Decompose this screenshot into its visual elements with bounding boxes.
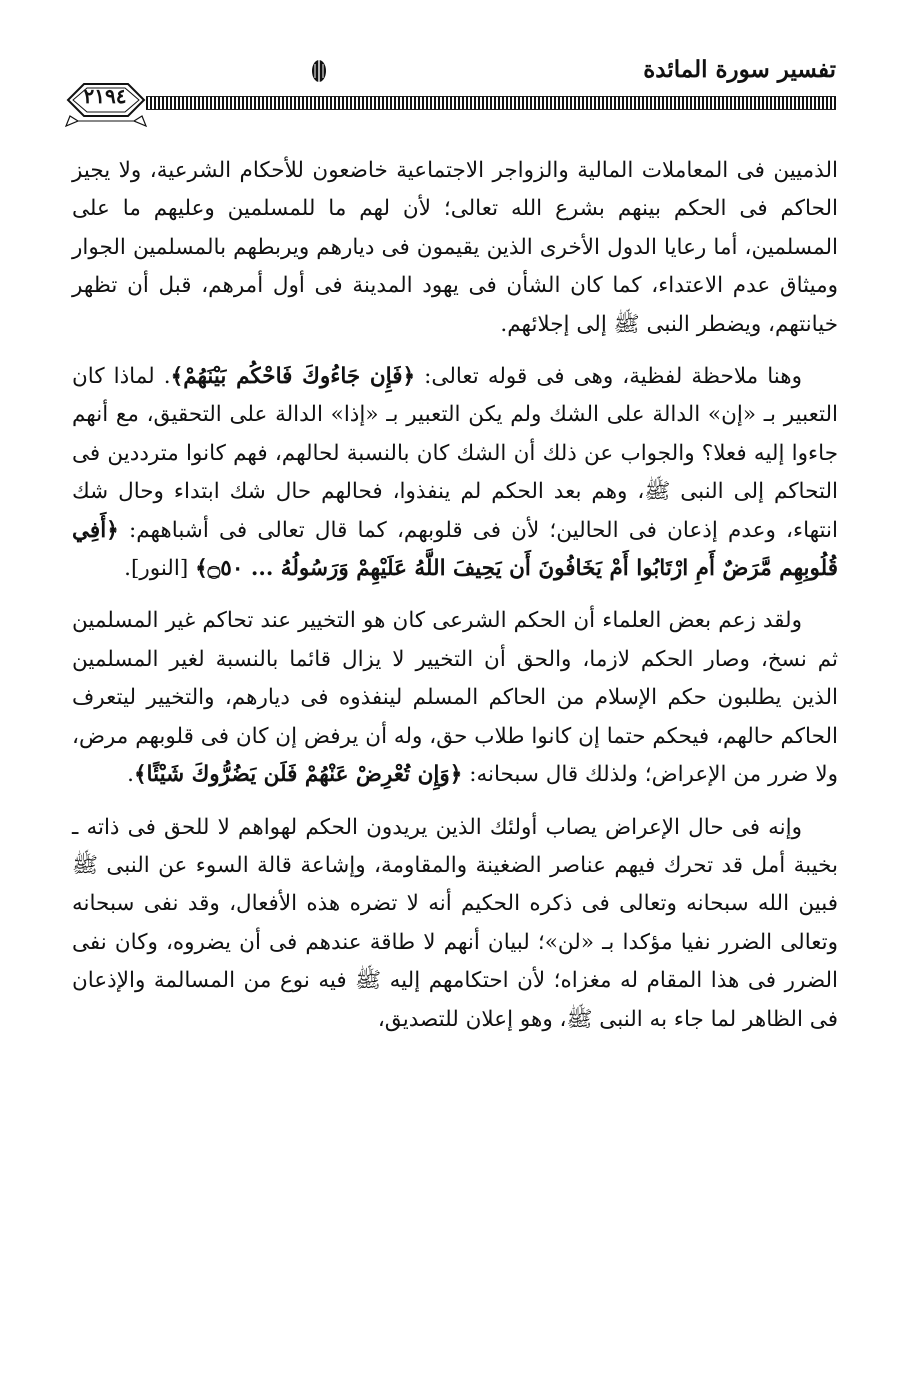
page-header	[58, 48, 836, 128]
quran-verse: ﴿أَفِي قُلُوبِهِم مَّرَضٌ أَمِ ارْتَابُوا أَمْ يَخَافُونَ أَن يَحِيفَ اللَّهُ عَلَيْهِمْ وَرَسُولُهُ ... ۝٥٠﴾	[72, 517, 838, 582]
quran-verse: ﴿فَإِن جَاءُوكَ فَاحْكُم بَيْنَهُمْ﴾	[170, 364, 416, 390]
paragraph-text: [النور].	[124, 556, 196, 582]
ornament-icon	[310, 58, 328, 84]
body-text	[72, 152, 838, 1039]
paragraph-text: الذميين فى المعاملات المالية والزواجر الاجتماعية خاضعون للأحكام الشرعية، ولا يجيز الحاكم فى الحكم بينهم بشرع الله تعالى؛ لأن لهم ما للمسلمين وعليهم ما على المسلمين، أما رعايا الدول الأخرى الذين يقيمون فى ديارهم ويربطهم بالمسلمين الجوار وميثاق عدم الاعتداء، كما كان الشأن فى يهود المدينة فى أول أمرهم، قبل أن تظهر خيانتهم، ويضطر النبى ﷺ إلى إجلائهم.	[72, 158, 838, 337]
paragraph	[72, 602, 838, 794]
paragraph-text: ولقد زعم بعض العلماء أن الحكم الشرعى كان هو التخيير عند تحاكم غير المسلمين ثم نسخ، وصار الحكم لازما، والحق أن التخيير لا يزال قائما بالنسبة لغير المسلمين الذين يطلبون حكم الإسلام من الحاكم المسلم لينفذوه فى ديارهم، والتخيير ليتعرف الحاكم حالهم، فيحكم حتما إن كانوا طلاب حق، وله أن يرفض إن كان فى قلوبهم مرض، ولا ضرر من الإعراض؛ ولذلك قال سبحانه:	[72, 608, 838, 788]
paragraph-text: وهنا ملاحظة لفظية، وهى فى قوله تعالى:	[415, 364, 802, 390]
running-title: تفسير سورة المائدة	[643, 56, 836, 83]
header-rule	[146, 96, 836, 110]
page-number: ٢١٩٤	[83, 84, 127, 108]
paragraph-text: .	[127, 762, 134, 788]
paragraph-text: . لماذا كان التعبير بـ «إن» الدالة على الشك ولم يكن التعبير بـ «إذا» الدالة على التحقيق، مع أنهم جاءوا إليه فعلا؟ والجواب عن ذلك أن الشك كان بالنسبة لحالهم، فهم كانوا مترددين فى التحاكم إلى النبى ﷺ، وهم بعد الحكم لم ينفذوا، فحالهم حال شك ابتداء وحال شك انتهاء، وعدم إذعان فى الحالين؛ لأن فى قلوبهم، كما قال تعالى فى أشباههم:	[72, 364, 838, 543]
paragraph	[72, 152, 838, 344]
paragraph-text: وإنه فى حال الإعراض يصاب أولئك الذين يريدون الحكم لهواهم لا للحق فى ذاته ـ بخيبة أمل قد تحرك فيهم عناصر الضغينة والمقاومة، وإشاعة قالة السوء عن النبى ﷺ فبين الله سبحانه وتعالى فى ذكره الحكيم أنه لا تضره هذه الأفعال، وقد نفى سبحانه وتعالى الضرر نفيا مؤكدا بـ «لن»؛ لبيان أنهم لا طاقة عندهم فى أن يضروه، وكان نفى الضرر فى هذا المقام له مغزاه؛ لأن احتكامهم إليه ﷺ فيه نوع من المسالمة والإذعان فى الظاهر لما جاء به النبى ﷺ، وهو إعلان للتصديق،	[72, 814, 838, 1032]
paragraph	[72, 358, 838, 588]
paragraph	[72, 809, 838, 1039]
quran-verse: ﴿وَإِن تُعْرِضْ عَنْهُمْ فَلَن يَضُرُّوكَ شَيْئًا﴾	[133, 762, 463, 788]
